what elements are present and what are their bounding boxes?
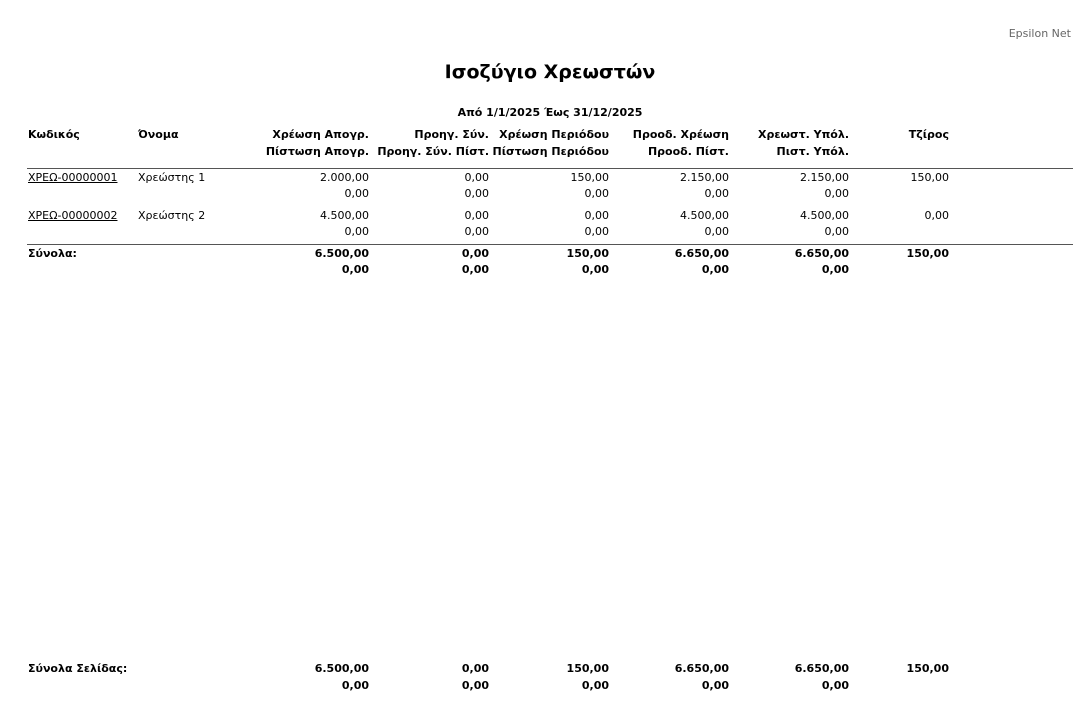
report-title: Ισοζύγιο Χρεωστών [444,61,656,83]
header-open-credit: Πίστωση Απογρ. [265,145,369,158]
totals-prog-debit: 6.650,00 [674,247,729,260]
row-prev-credit: 0,00 [464,225,489,238]
row-period-credit: 0,00 [584,187,609,200]
totals-period-debit: 150,00 [566,247,609,260]
totals-prog-credit: 0,00 [701,263,729,276]
header-bal-credit: Πιστ. Υπόλ. [776,145,849,158]
totals-open-credit: 0,00 [341,263,369,276]
header-open-debit: Χρέωση Απογρ. [272,128,369,141]
row-open-credit: 0,00 [344,225,369,238]
row-prog-debit: 2.150,00 [680,171,729,184]
row-prev-credit: 0,00 [464,187,489,200]
page-totals-period-credit: 0,00 [581,679,609,692]
row-code-link[interactable]: ΧΡΕΩ-00000002 [28,209,118,222]
header-name: Όνομα [138,128,179,141]
page-totals-turnover: 150,00 [906,662,949,675]
row-code-link[interactable]: ΧΡΕΩ-00000001 [28,171,118,184]
totals-prev-debit: 0,00 [461,247,489,260]
row-turnover: 0,00 [924,209,949,222]
header-prog-credit: Προοδ. Πίστ. [647,145,729,158]
totals-divider [27,244,1073,245]
page-totals-prog-credit: 0,00 [701,679,729,692]
page-totals-prev-debit: 0,00 [461,662,489,675]
page-totals-open-credit: 0,00 [341,679,369,692]
header-turnover: Τζίρος [908,128,949,141]
page-totals-bal-credit: 0,00 [821,679,849,692]
totals-prev-credit: 0,00 [461,263,489,276]
totals-bal-debit: 6.650,00 [794,247,849,260]
row-prog-credit: 0,00 [704,187,729,200]
row-period-credit: 0,00 [584,225,609,238]
header-prev-credit: Προηγ. Σύν. Πίστ. [377,145,489,158]
page-totals-label: Σύνολα Σελίδας: [28,662,128,675]
row-open-debit: 4.500,00 [320,209,369,222]
totals-open-debit: 6.500,00 [314,247,369,260]
header-bal-debit: Χρεωστ. Υπόλ. [758,128,849,141]
totals-period-credit: 0,00 [581,263,609,276]
page-totals-prog-debit: 6.650,00 [674,662,729,675]
row-period-debit: 150,00 [570,171,609,184]
page-totals-bal-debit: 6.650,00 [794,662,849,675]
row-prev-debit: 0,00 [464,171,489,184]
row-prev-debit: 0,00 [464,209,489,222]
row-bal-debit: 2.150,00 [800,171,849,184]
header-period-credit: Πίστωση Περιόδου [492,145,609,158]
row-prog-credit: 0,00 [704,225,729,238]
page-totals-open-debit: 6.500,00 [314,662,369,675]
totals-bal-credit: 0,00 [821,263,849,276]
row-bal-debit: 4.500,00 [800,209,849,222]
row-bal-credit: 0,00 [824,187,849,200]
row-bal-credit: 0,00 [824,225,849,238]
header-prev-debit: Προηγ. Σύν. [414,128,489,141]
row-name: Χρεώστης 2 [138,209,206,222]
page-totals-prev-credit: 0,00 [461,679,489,692]
report-period: Από 1/1/2025 Έως 31/12/2025 [457,106,643,119]
totals-turnover: 150,00 [906,247,949,260]
header-prog-debit: Προοδ. Χρέωση [632,128,729,141]
row-name: Χρεώστης 1 [138,171,206,184]
page-totals-period-debit: 150,00 [566,662,609,675]
header-code: Κωδικός [28,128,80,141]
totals-label: Σύνολα: [28,247,77,260]
row-open-debit: 2.000,00 [320,171,369,184]
row-period-debit: 0,00 [584,209,609,222]
header-divider [27,168,1073,169]
row-open-credit: 0,00 [344,187,369,200]
row-turnover: 150,00 [910,171,949,184]
brand-label: Epsilon Net [1008,27,1071,40]
row-prog-debit: 4.500,00 [680,209,729,222]
header-period-debit: Χρέωση Περιόδου [499,128,609,141]
